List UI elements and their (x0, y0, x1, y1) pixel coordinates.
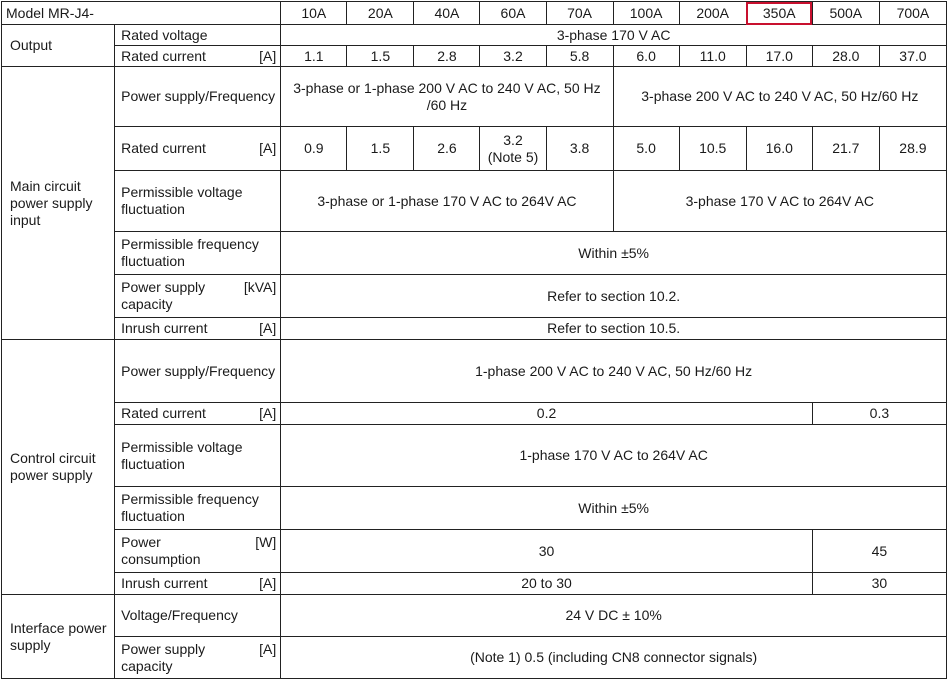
control-rated-current-right: 0.3 (812, 403, 946, 425)
main-voltage-fluctuation-label: Permissible voltage fluctuation (115, 171, 281, 232)
unit: [A] (259, 140, 277, 156)
control-power-supply-row (2, 340, 947, 403)
main-inrush-label: Inrush current [A] (115, 318, 281, 340)
control-rated-current-label: Rated current [A] (115, 403, 281, 425)
control-power-consumption-label: [W] Power consumption (115, 530, 281, 573)
spec-table (1, 1, 947, 679)
model-40a: 40A (414, 2, 480, 25)
control-power-supply-value: 1-phase 200 V AC to 240 V AC, 50 Hz/60 Hz (281, 340, 947, 403)
model-200a: 200A (679, 2, 746, 25)
output-rated-voltage-label: Rated voltage (115, 25, 281, 46)
control-inrush-right: 30 (812, 573, 946, 595)
control-rated-current-left: 0.2 (281, 403, 813, 425)
main-current-cell: 1.5 (347, 127, 414, 171)
model-100a: 100A (613, 2, 679, 25)
main-circuit-group-label: Main circuit power supply input (2, 67, 115, 340)
model-20a: 20A (347, 2, 414, 25)
output-current-cell: 11.0 (679, 46, 746, 67)
unit: [A] (259, 320, 277, 336)
main-power-supply-row (2, 67, 947, 127)
main-capacity-label: [kVA] Power supply capacity (115, 275, 281, 318)
main-current-cell: 2.6 (414, 127, 480, 171)
control-power-supply-label: Power supply/Frequency (115, 340, 281, 403)
control-voltage-fluctuation-row (2, 425, 947, 487)
model-10a: 10A (281, 2, 347, 25)
interface-voltage-label: Voltage/Frequency (115, 595, 281, 637)
control-power-consumption-row (2, 530, 947, 573)
main-inrush-row (2, 318, 947, 340)
note-5: (Note 5) (487, 148, 539, 165)
interface-capacity-row (2, 637, 947, 679)
control-power-consumption-right: 45 (812, 530, 946, 573)
main-current-cell: 5.0 (613, 127, 679, 171)
output-rated-current-label: Rated current [A] (115, 46, 281, 67)
model-700a: 700A (879, 2, 946, 25)
control-frequency-fluctuation-value: Within ±5% (281, 487, 947, 530)
main-current-cell: 21.7 (812, 127, 879, 171)
main-capacity-value: Refer to section 10.2. (281, 275, 947, 318)
output-current-cell: 2.8 (414, 46, 480, 67)
output-rated-voltage-row (2, 25, 947, 46)
interface-group-label: Interface power supply (2, 595, 115, 679)
output-rated-voltage-value: 3-phase 170 V AC (281, 25, 947, 46)
control-voltage-fluctuation-label: Permissible voltage fluctuation (115, 425, 281, 487)
model-70a: 70A (546, 2, 613, 25)
main-current-cell: 28.9 (879, 127, 946, 171)
control-rated-current-row (2, 403, 947, 425)
main-frequency-fluctuation-label: Permissible frequency fluctuation (115, 232, 281, 275)
main-rated-current-label: Rated current [A] (115, 127, 281, 171)
unit: [A] (259, 575, 277, 591)
output-rated-current-row (2, 46, 947, 67)
control-frequency-fluctuation-row (2, 487, 947, 530)
main-current-cell: 3.8 (546, 127, 613, 171)
control-inrush-label: Inrush current [A] (115, 573, 281, 595)
main-current-cell: 16.0 (746, 127, 812, 171)
unit: [A] (259, 47, 277, 64)
control-power-consumption-left: 30 (281, 530, 813, 573)
output-current-cell: 5.8 (546, 46, 613, 67)
interface-capacity-label: [A] Power supply capacity (115, 637, 281, 679)
output-group-label: Output (2, 25, 115, 67)
output-current-cell: 37.0 (879, 46, 946, 67)
model-350a-highlighted: 350A (746, 2, 812, 25)
output-current-cell: 1.1 (281, 46, 347, 67)
control-circuit-group-label: Control circuit power supply (2, 340, 115, 595)
output-current-cell: 17.0 (746, 46, 812, 67)
output-current-cell: 1.5 (347, 46, 414, 67)
interface-capacity-value: (Note 1) 0.5 (including CN8 connector signals) (281, 637, 947, 679)
main-voltage-fluctuation-right: 3-phase 170 V AC to 264V AC (613, 171, 946, 232)
output-current-cell: 28.0 (812, 46, 879, 67)
unit: [A] (259, 405, 277, 421)
main-power-supply-right: 3-phase 200 V AC to 240 V AC, 50 Hz/60 Hz (613, 67, 946, 127)
main-rated-current-row (2, 127, 947, 171)
control-voltage-fluctuation-value: 1-phase 170 V AC to 264V AC (281, 425, 947, 487)
main-frequency-fluctuation-value: Within ±5% (281, 232, 947, 275)
output-current-cell: 6.0 (613, 46, 679, 67)
main-frequency-fluctuation-row (2, 232, 947, 275)
unit: [W] (255, 534, 277, 550)
main-current-cell: 0.9 (281, 127, 347, 171)
unit: [kVA] (243, 279, 277, 295)
model-60a: 60A (480, 2, 546, 25)
control-inrush-row (2, 573, 947, 595)
header-row (2, 2, 947, 25)
output-current-cell: 3.2 (480, 46, 546, 67)
interface-voltage-row (2, 595, 947, 637)
main-voltage-fluctuation-row (2, 171, 947, 232)
main-current-cell-60a: 3.2 (Note 5) (480, 127, 546, 171)
main-voltage-fluctuation-left: 3-phase or 1-phase 170 V AC to 264V AC (281, 171, 613, 232)
main-inrush-value: Refer to section 10.5. (281, 318, 947, 340)
main-current-cell: 10.5 (679, 127, 746, 171)
model-500a: 500A (812, 2, 879, 25)
model-label: Model MR-J4- (2, 2, 281, 25)
control-frequency-fluctuation-label: Permissible frequency fluctuation (115, 487, 281, 530)
unit: [A] (259, 640, 277, 657)
control-inrush-left: 20 to 30 (281, 573, 813, 595)
main-power-supply-label: Power supply/Frequency (115, 67, 281, 127)
main-capacity-row (2, 275, 947, 318)
interface-voltage-value: 24 V DC ± 10% (281, 595, 947, 637)
main-power-supply-left: 3-phase or 1-phase 200 V AC to 240 V AC, 50 Hz /60 Hz (281, 67, 613, 127)
